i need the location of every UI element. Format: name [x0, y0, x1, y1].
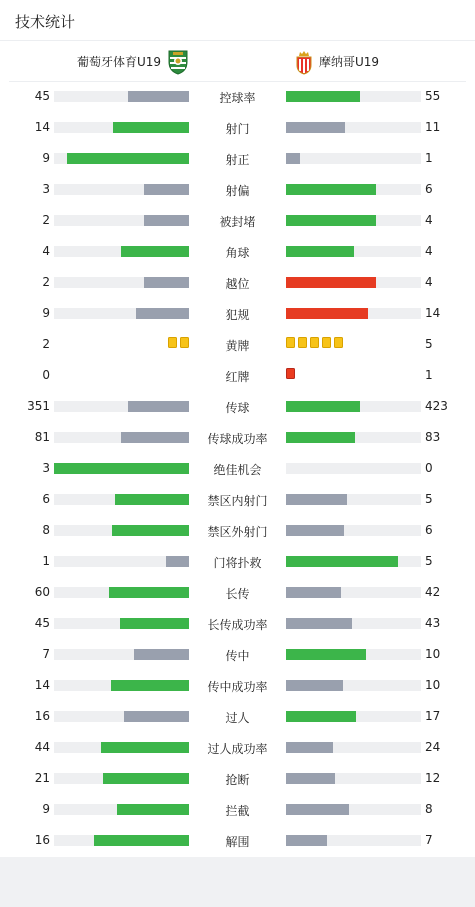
yellow-card-icon [180, 337, 189, 348]
away-value: 8 [425, 802, 433, 816]
home-bar-fill [128, 91, 189, 102]
home-bar-track [54, 618, 189, 629]
stat-label: 控球率 [219, 91, 256, 105]
home-bar-track [54, 401, 189, 412]
home-value: 6 [42, 492, 50, 506]
away-value: 0 [425, 461, 433, 475]
away-bar-track [286, 122, 421, 133]
stat-label: 解围 [225, 835, 250, 849]
home-bar-fill [112, 525, 189, 536]
home-value: 81 [34, 430, 50, 444]
home-value: 9 [42, 802, 50, 816]
stat-row [0, 143, 475, 174]
stat-label: 过人 [225, 711, 250, 725]
home-value: 60 [34, 585, 50, 599]
away-bar-fill [286, 773, 335, 784]
home-value: 9 [42, 306, 50, 320]
monaco-crest-icon [294, 49, 314, 79]
away-value: 5 [425, 337, 433, 351]
away-value: 5 [425, 554, 433, 568]
home-value: 2 [42, 337, 50, 351]
away-value: 83 [425, 430, 441, 444]
home-bar-fill [101, 742, 189, 753]
away-bar-track [286, 215, 421, 226]
stat-row [0, 825, 475, 856]
stat-label: 传球 [225, 401, 250, 415]
sporting-crest-icon [167, 49, 189, 79]
home-bar-fill [103, 773, 189, 784]
home-value: 3 [42, 461, 50, 475]
home-bar-fill [113, 122, 189, 133]
away-bar-fill [286, 804, 349, 815]
stat-label: 长传成功率 [207, 618, 268, 632]
away-value: 4 [425, 213, 433, 227]
away-bar-fill [286, 525, 344, 536]
home-bar-fill [134, 649, 189, 660]
stat-label: 黄牌 [225, 339, 250, 353]
home-cards [168, 337, 189, 348]
away-value: 17 [425, 709, 441, 723]
away-team-name: 摩纳哥U19 [319, 55, 380, 69]
stat-row [0, 329, 475, 360]
home-bar-track [54, 308, 189, 319]
away-value: 7 [425, 833, 433, 847]
home-bar-track [54, 525, 189, 536]
stat-label: 射门 [225, 122, 250, 136]
home-bar-track [54, 711, 189, 722]
stat-row [0, 484, 475, 515]
home-value: 7 [42, 647, 50, 661]
away-bar-track [286, 494, 421, 505]
home-value: 1 [42, 554, 50, 568]
home-value: 3 [42, 182, 50, 196]
home-bar-track [54, 215, 189, 226]
away-value: 10 [425, 678, 441, 692]
stat-label: 犯规 [225, 308, 250, 322]
away-bar-track [286, 711, 421, 722]
away-bar-track [286, 153, 421, 164]
home-value: 351 [27, 399, 50, 413]
stat-label: 传中 [225, 649, 250, 663]
away-bar-fill [286, 153, 300, 164]
home-bar-fill [121, 432, 189, 443]
away-bar-track [286, 277, 421, 288]
away-bar-track [286, 308, 421, 319]
away-bar-track [286, 804, 421, 815]
away-bar-track [286, 525, 421, 536]
stat-label: 门将扑救 [213, 556, 262, 570]
stat-row [0, 763, 475, 794]
stat-row [0, 453, 475, 484]
away-cards [286, 337, 343, 348]
stat-row [0, 794, 475, 825]
away-value: 42 [425, 585, 441, 599]
away-bar-track [286, 556, 421, 567]
away-bar-fill [286, 277, 376, 288]
home-bar-track [54, 246, 189, 257]
home-bar-fill [144, 215, 189, 226]
away-bar-fill [286, 184, 376, 195]
away-bar-fill [286, 215, 376, 226]
yellow-card-icon [310, 337, 319, 348]
stat-label: 角球 [225, 246, 250, 260]
stat-row [0, 701, 475, 732]
away-bar-fill [286, 91, 360, 102]
home-bar-fill [166, 556, 189, 567]
away-bar-fill [286, 432, 355, 443]
stat-label: 抢断 [225, 773, 250, 787]
away-bar-fill [286, 556, 398, 567]
away-value: 1 [425, 151, 433, 165]
home-value: 2 [42, 275, 50, 289]
away-bar-fill [286, 835, 327, 846]
away-bar-track [286, 401, 421, 412]
away-bar-track [286, 246, 421, 257]
away-value: 4 [425, 244, 433, 258]
stat-label: 过人成功率 [207, 742, 268, 756]
home-value: 16 [34, 709, 50, 723]
away-bar-track [286, 432, 421, 443]
stat-row [0, 422, 475, 453]
away-bar-fill [286, 680, 343, 691]
yellow-card-icon [286, 337, 295, 348]
yellow-card-icon [168, 337, 177, 348]
stat-row [0, 732, 475, 763]
home-bar-track [54, 277, 189, 288]
stat-row [0, 360, 475, 391]
home-value: 0 [42, 368, 50, 382]
home-value: 14 [34, 678, 50, 692]
home-bar-fill [117, 804, 189, 815]
home-bar-fill [54, 463, 189, 474]
away-bar-fill [286, 122, 345, 133]
stat-row [0, 515, 475, 546]
home-bar-track [54, 680, 189, 691]
away-value: 24 [425, 740, 441, 754]
home-bar-track [54, 649, 189, 660]
yellow-card-icon [334, 337, 343, 348]
home-bar-track [54, 463, 189, 474]
stat-row [0, 670, 475, 701]
away-bar-track [286, 91, 421, 102]
teams-header [9, 41, 466, 82]
stat-row [0, 639, 475, 670]
home-bar-track [54, 122, 189, 133]
home-bar-track [54, 587, 189, 598]
away-bar-track [286, 618, 421, 629]
stat-row [0, 298, 475, 329]
home-bar-fill [109, 587, 189, 598]
stat-row [0, 577, 475, 608]
home-bar-fill [144, 184, 189, 195]
home-bar-fill [120, 618, 189, 629]
away-bar-track [286, 742, 421, 753]
stat-label: 长传 [225, 587, 250, 601]
away-value: 43 [425, 616, 441, 630]
stat-row [0, 236, 475, 267]
away-bar-track [286, 680, 421, 691]
home-value: 2 [42, 213, 50, 227]
stat-row [0, 174, 475, 205]
home-bar-fill [67, 153, 189, 164]
home-bar-track [54, 742, 189, 753]
stat-label: 射偏 [225, 184, 250, 198]
yellow-card-icon [322, 337, 331, 348]
home-bar-fill [94, 835, 189, 846]
away-bar-track [286, 463, 421, 474]
away-cards [286, 368, 295, 379]
yellow-card-icon [298, 337, 307, 348]
away-value: 55 [425, 89, 441, 103]
stat-label: 禁区内射门 [207, 494, 268, 508]
away-value: 6 [425, 523, 433, 537]
home-value: 44 [34, 740, 50, 754]
home-bar-track [54, 91, 189, 102]
stat-label: 红牌 [225, 370, 250, 384]
stat-label: 禁区外射门 [207, 525, 268, 539]
stat-row [0, 608, 475, 639]
home-value: 9 [42, 151, 50, 165]
home-value: 8 [42, 523, 50, 537]
home-bar-fill [121, 246, 189, 257]
home-bar-track [54, 153, 189, 164]
home-bar-fill [115, 494, 189, 505]
home-bar-track [54, 804, 189, 815]
stat-row [0, 205, 475, 236]
home-bar-track [54, 556, 189, 567]
red-card-icon [286, 368, 295, 379]
stat-label: 绝佳机会 [213, 463, 262, 477]
away-value: 11 [425, 120, 441, 134]
home-bar-fill [136, 308, 189, 319]
away-value: 4 [425, 275, 433, 289]
away-value: 423 [425, 399, 448, 413]
away-bar-track [286, 835, 421, 846]
away-bar-track [286, 649, 421, 660]
stat-row [0, 81, 475, 112]
home-bar-track [54, 184, 189, 195]
away-value: 1 [425, 368, 433, 382]
stat-row [0, 267, 475, 298]
stat-label: 越位 [225, 277, 250, 291]
home-value: 45 [34, 89, 50, 103]
home-bar-track [54, 773, 189, 784]
away-bar-fill [286, 494, 347, 505]
away-value: 14 [425, 306, 441, 320]
stat-row [0, 391, 475, 422]
home-value: 45 [34, 616, 50, 630]
home-team-name: 葡萄牙体育U19 [76, 55, 161, 69]
home-value: 14 [34, 120, 50, 134]
stat-label: 传球成功率 [207, 432, 268, 446]
away-value: 6 [425, 182, 433, 196]
stat-label: 被封堵 [219, 215, 256, 229]
home-bar-track [54, 835, 189, 846]
away-value: 10 [425, 647, 441, 661]
away-bar-fill [286, 649, 366, 660]
away-bar-fill [286, 618, 352, 629]
home-bar-fill [111, 680, 189, 691]
away-bar-track [286, 184, 421, 195]
away-bar-track [286, 773, 421, 784]
stat-row [0, 546, 475, 577]
home-value: 4 [42, 244, 50, 258]
home-bar-track [54, 494, 189, 505]
home-bar-fill [128, 401, 189, 412]
away-bar-fill [286, 711, 356, 722]
page-title: 技术统计 [15, 13, 76, 31]
away-value: 5 [425, 492, 433, 506]
home-bar-fill [144, 277, 189, 288]
away-bar-fill [286, 308, 368, 319]
away-bar-fill [286, 246, 354, 257]
stat-row [0, 112, 475, 143]
away-value: 12 [425, 771, 441, 785]
away-bar-fill [286, 587, 341, 598]
stat-label: 射正 [225, 153, 250, 167]
stat-label: 传中成功率 [207, 680, 268, 694]
home-bar-track [54, 432, 189, 443]
away-bar-track [286, 587, 421, 598]
away-bar-fill [286, 742, 333, 753]
home-value: 16 [34, 833, 50, 847]
home-bar-fill [124, 711, 189, 722]
stat-label: 拦截 [225, 804, 250, 818]
away-bar-fill [286, 401, 360, 412]
home-value: 21 [34, 771, 50, 785]
